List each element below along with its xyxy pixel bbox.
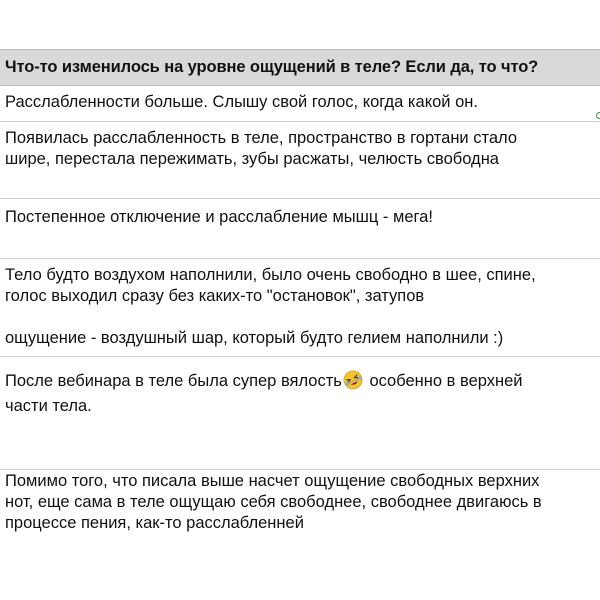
table-row[interactable] (0, 207, 600, 259)
response-text: ощущение - воздушный шар, который будто гелием наполнили :) (5, 329, 504, 347)
rolling-on-floor-laughing-emoji-icon (343, 370, 363, 390)
scroll-indicator[interactable] (596, 112, 600, 119)
table-row[interactable] (0, 128, 600, 199)
response-text: части тела. (5, 397, 92, 415)
response-text: процессе пения, как-то расслабленней (5, 514, 304, 532)
response-text: Появилась расслабленность в теле, пространство в гортани стало (5, 129, 518, 147)
response-text (5, 370, 594, 392)
response-text: Помимо того, что писала выше насчет ощущение свободных верхних (5, 472, 540, 490)
response-text-part: особенно в верхней (364, 372, 523, 390)
response-text: голос выходил сразу без каких-то "остановок", затупов (5, 287, 425, 305)
table-row[interactable] (0, 265, 600, 357)
response-text-part: После вебинара в теле была супер вялость (5, 372, 342, 390)
question-header: Что-то изменилось на уровне ощущений в теле? Если да, то что? (0, 49, 600, 86)
table-row[interactable] (0, 92, 600, 122)
response-text: Тело будто воздухом наполнили, было очень свободно в шее, спине, (5, 266, 536, 284)
table-row[interactable] (0, 370, 600, 470)
table-row[interactable] (0, 471, 600, 581)
response-text: Расслабленности больше. Слышу свой голос, когда какой он. (5, 93, 478, 111)
response-text: нот, еще сама в теле ощущаю себя свободнее, свободнее двигаюсь в (5, 493, 542, 511)
response-text: Постепенное отключение и расслабление мышц - мега! (5, 208, 433, 226)
paragraph-gap (5, 307, 594, 328)
response-text: шире, перестала пережимать, зубы расжаты, челюсть свободна (5, 150, 499, 168)
